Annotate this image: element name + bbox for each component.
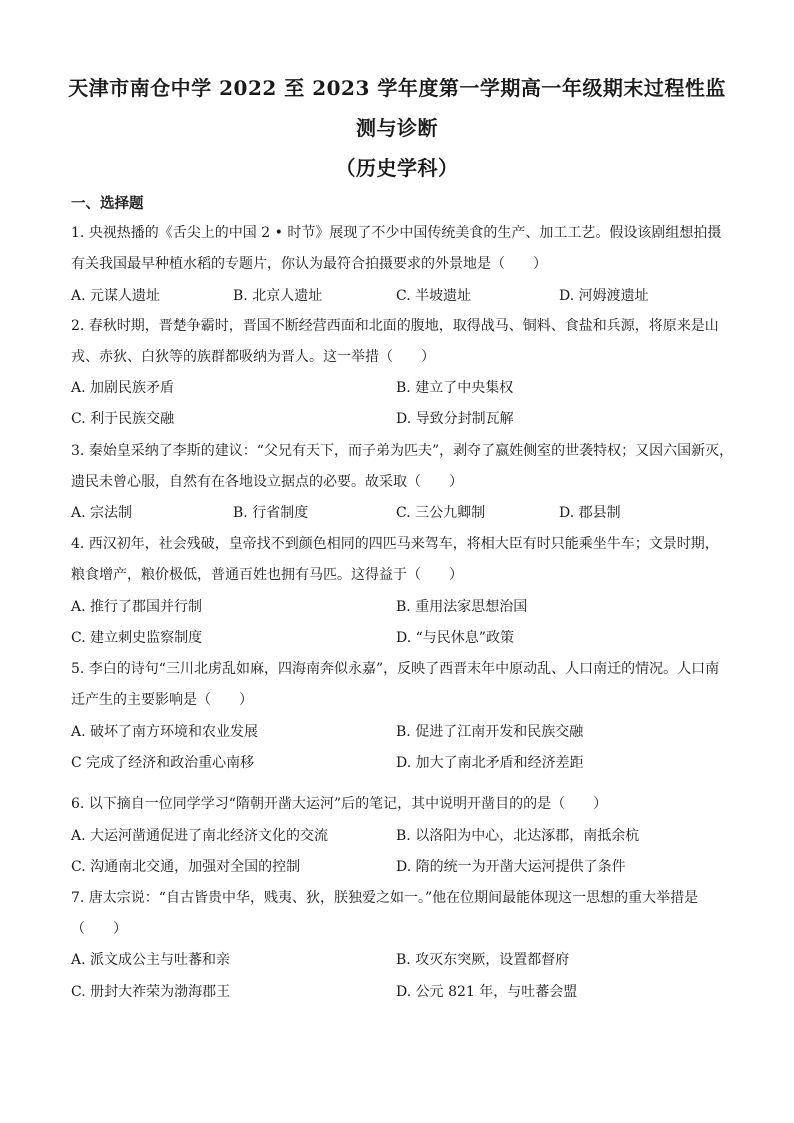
question-2-option-c: C. 利于民族交融 — [71, 411, 175, 427]
question-2-stem-line1: 2. 春秋时期，晋楚争霸时，晋国不断经营西面和北面的腹地，取得战马、铜料、食盐和兵源，将原来是山 — [71, 318, 719, 334]
question-7-stem-line2: （ ） — [71, 921, 127, 937]
question-6-stem-line1: 6. 以下摘自一位同学学习“隋朝开凿大运河”后的笔记，其中说明开凿目的的是（ ） — [71, 796, 608, 812]
question-4-option-d: D. “与民休息”政策 — [396, 630, 514, 646]
question-3-option-d: D. 郡县制 — [559, 505, 621, 521]
question-7-option-a: A. 派文成公主与吐蕃和亲 — [71, 952, 231, 968]
question-1-stem-line1: 1. 央视热播的《舌尖上的中国 2 • 时节》展现了不少中国传统美食的生产、加工工艺。假设该剧组想拍摄 — [71, 225, 722, 241]
question-6-option-c: C. 沟通南北交通，加强对全国的控制 — [71, 859, 301, 875]
question-1-stem-line2: 有关我国最早种植水稻的专题片，你认为最符合拍摄要求的外景地是（ ） — [71, 256, 547, 272]
question-3-option-a: A. 宗法制 — [71, 505, 133, 521]
question-2-option-b: B. 建立了中央集权 — [396, 380, 514, 396]
question-7-option-b: B. 攻灭东突厥，设置都督府 — [396, 952, 570, 968]
exam-title-line2: 测与诊断 — [356, 116, 438, 140]
question-5-option-b: B. 促进了江南开发和民族交融 — [396, 724, 584, 740]
question-3-stem-line2: 遗民未曾心服，自然有在各地设立据点的必要。故采取（ ） — [71, 474, 463, 490]
question-4-stem-line1: 4. 西汉初年，社会残破，皇帝找不到颜色相同的四匹马来驾车，将相大臣有时只能乘坐牛车；文景时期， — [71, 536, 719, 552]
question-1-option-a: A. 元谋人遗址 — [71, 288, 161, 304]
exam-title-line1: 天津市南仓中学 2022 至 2023 学年度第一学期高一年级期末过程性监 — [68, 76, 726, 100]
question-1-option-c: C. 半坡遗址 — [396, 288, 472, 304]
question-1-option-d: D. 河姆渡遗址 — [559, 288, 649, 304]
question-4-stem-line2: 粮食增产，粮价极低，普通百姓也拥有马匹。这得益于（ ） — [71, 567, 463, 583]
exam-subject: （历史学科） — [335, 156, 459, 180]
question-2-stem-line2: 戎、赤狄、白狄等的族群都吸纳为晋人。这一举措（ ） — [71, 349, 435, 365]
question-5-option-c: C 完成了经济和政治重心南移 — [71, 755, 255, 771]
question-4-option-a: A. 推行了郡国并行制 — [71, 599, 203, 615]
question-5-stem-line1: 5. 李白的诗句“三川北虏乱如麻，四海南奔似永嘉”，反映了西晋末年中原动乱、人口南迁的情况。人口南 — [71, 661, 720, 677]
section-heading: 一、选择题 — [71, 195, 144, 212]
question-5-option-a: A. 破坏了南方环境和农业发展 — [71, 724, 259, 740]
question-6-option-b: B. 以洛阳为中心，北达涿郡，南抵余杭 — [396, 828, 640, 844]
question-4-option-b: B. 重用法家思想治国 — [396, 599, 528, 615]
question-2-option-d: D. 导致分封制瓦解 — [396, 411, 514, 427]
question-5-option-d: D. 加大了南北矛盾和经济差距 — [396, 755, 584, 771]
question-6-option-d: D. 隋的统一为开凿大运河提供了条件 — [396, 859, 626, 875]
question-6-option-a: A. 大运河凿通促进了南北经济文化的交流 — [71, 828, 329, 844]
question-3-option-c: C. 三公九卿制 — [396, 505, 486, 521]
question-1-option-b: B. 北京人遗址 — [233, 288, 323, 304]
question-7-stem-line1: 7. 唐太宗说：“自古皆贵中华，贱夷、狄，朕独爱之如一。”他在位期间最能体现这一思想的重大举措是 — [71, 890, 699, 906]
question-4-option-c: C. 建立刺史监察制度 — [71, 630, 203, 646]
question-5-stem-line2: 迁产生的主要影响是（ ） — [71, 692, 253, 708]
question-2-option-a: A. 加剧民族矛盾 — [71, 380, 175, 396]
question-3-stem-line1: 3. 秦始皇采纳了李斯的建议：“父兄有天下，而子弟为匹夫”，剥夺了嬴姓侧室的世袭特权；又因六国新灭， — [71, 443, 734, 459]
question-3-option-b: B. 行省制度 — [233, 505, 309, 521]
question-7-option-c: C. 册封大祚荣为渤海郡王 — [71, 984, 231, 1000]
question-7-option-d: D. 公元 821 年，与吐蕃会盟 — [396, 984, 578, 1000]
